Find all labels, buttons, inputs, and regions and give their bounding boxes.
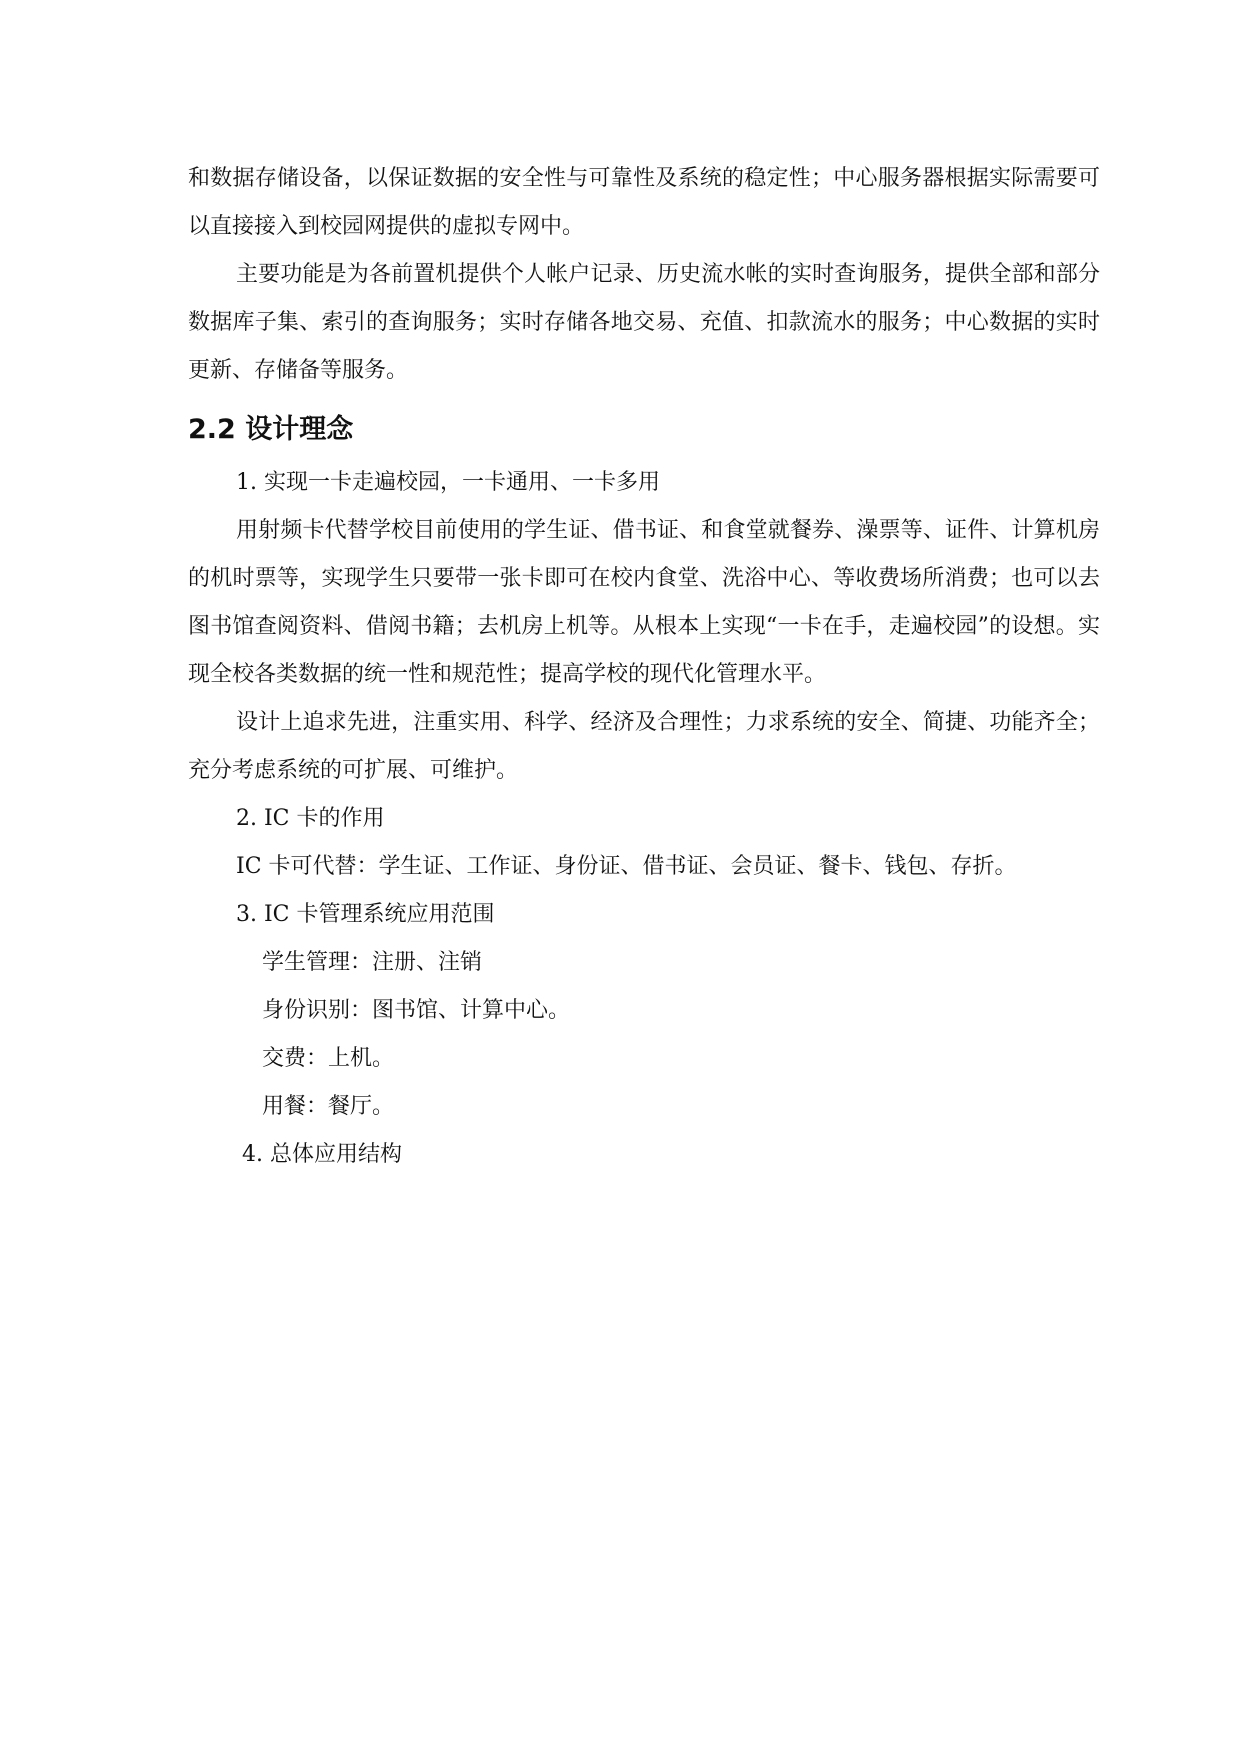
list-item-3: 3. IC 卡管理系统应用范围	[236, 902, 495, 927]
sub-item-identification: 身份识别：图书馆、计算中心。	[262, 998, 571, 1023]
paragraph-item2-description: IC 卡可代替：学生证、工作证、身份证、借书证、会员证、餐卡、钱包、存折。	[236, 854, 1017, 879]
document-body	[188, 155, 1100, 1179]
list-item-4: 4. 总体应用结构	[242, 1142, 402, 1167]
paragraph-intro-continuation: 和数据存储设备，以保证数据的安全性与可靠性及系统的稳定性；中心服务器根据实际需要可以直接接入到校园网提供的虚拟专网中。	[188, 166, 1100, 239]
sub-item-payment: 交费：上机。	[262, 1046, 395, 1071]
paragraph-main-function: 主要功能是为各前置机提供个人帐户记录、历史流水帐的实时查询服务，提供全部和部分数据库子集、索引的查询服务；实时存储各地交易、充值、扣款流水的服务；中心数据的实时更新、存储备等服务。	[188, 262, 1100, 383]
paragraph-item1-design: 设计上追求先进，注重实用、科学、经济及合理性；力求系统的安全、简捷、功能齐全；充分考虑系统的可扩展、可维护。	[188, 710, 1100, 783]
sub-item-student-management: 学生管理：注册、注销	[262, 950, 483, 975]
paragraph-item1-description: 用射频卡代替学校目前使用的学生证、借书证、和食堂就餐券、澡票等、证件、计算机房的机时票等，实现学生只要带一张卡即可在校内食堂、洗浴中心、等收费场所消费；也可以去图书馆查阅资料、借阅书籍；去机房上机等。从根本上实现“一卡在手，走遍校园”的设想。实现全校各类数据的统一性和规范性；提高学校的现代化管理水平。	[188, 518, 1100, 687]
section-heading: 2.2 设计理念	[188, 414, 354, 445]
list-item-1: 1. 实现一卡走遍校园，一卡通用、一卡多用	[236, 470, 660, 495]
list-item-2: 2. IC 卡的作用	[236, 806, 385, 831]
sub-item-dining: 用餐：餐厅。	[262, 1094, 395, 1119]
